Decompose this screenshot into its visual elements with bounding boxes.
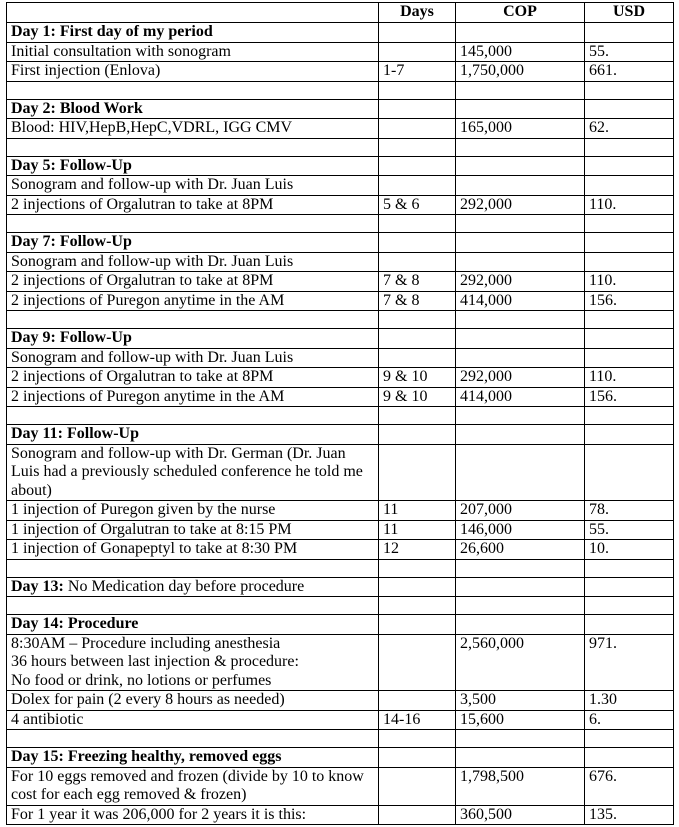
item-days	[379, 119, 456, 139]
table-row	[7, 119, 674, 139]
item-days	[379, 176, 456, 196]
day-heading: Day 1: First day of my period	[7, 23, 379, 43]
item-description: 1 injection of Puregon given by the nurse	[7, 501, 379, 521]
header-cop: COP	[456, 3, 585, 23]
day-heading: Day 9: Follow-Up	[7, 329, 379, 349]
table-row	[7, 348, 674, 368]
day-heading: Day 7: Follow-Up	[7, 233, 379, 253]
table-row	[7, 520, 674, 540]
day-heading	[7, 577, 379, 597]
day-heading-row	[7, 615, 674, 635]
item-cop: 414,000	[456, 291, 585, 311]
item-usd: 156.	[585, 291, 674, 311]
day-heading: Day 2: Blood Work	[7, 99, 379, 119]
item-days: 1-7	[379, 62, 456, 82]
item-usd	[585, 176, 674, 196]
item-days: 11	[379, 501, 456, 521]
item-cop: 292,000	[456, 368, 585, 388]
item-days: 5 & 6	[379, 195, 456, 215]
table-row	[7, 634, 674, 691]
item-days	[379, 634, 456, 691]
item-usd: 6.	[585, 710, 674, 730]
item-description: First injection (Enlova)	[7, 62, 379, 82]
item-cop	[456, 444, 585, 501]
item-days: 12	[379, 540, 456, 560]
item-usd: 110.	[585, 195, 674, 215]
item-cop: 1,798,500	[456, 767, 585, 805]
item-description: For 1 year it was 206,000 for 2 years it is this:	[7, 805, 379, 825]
item-usd: 55.	[585, 520, 674, 540]
item-cop: 292,000	[456, 272, 585, 292]
item-cop: 414,000	[456, 387, 585, 407]
item-description: 2 injections of Orgalutran to take at 8PM	[7, 272, 379, 292]
spacer-row	[7, 138, 674, 156]
table-row	[7, 42, 674, 62]
day-heading-bold: Day 13:	[11, 577, 64, 595]
item-description: 1 injection of Orgalutran to take at 8:15 PM	[7, 520, 379, 540]
item-days	[379, 252, 456, 272]
item-description: Sonogram and follow-up with Dr. Juan Luis	[7, 176, 379, 196]
item-days: 11	[379, 520, 456, 540]
day-heading-text: No Medication day before procedure	[63, 577, 305, 595]
item-days	[379, 444, 456, 501]
item-cop: 1,750,000	[456, 62, 585, 82]
description-line: 8:30AM – Procedure including anesthesia	[11, 634, 281, 652]
item-usd: 156.	[585, 387, 674, 407]
spacer-row	[7, 311, 674, 329]
header-days: Days	[379, 3, 456, 23]
item-description: 4 antibiotic	[7, 710, 379, 730]
header-row	[7, 3, 674, 23]
item-cop: 165,000	[456, 119, 585, 139]
item-usd: 10.	[585, 540, 674, 560]
item-days	[379, 805, 456, 825]
item-cop	[456, 252, 585, 272]
item-days: 9 & 10	[379, 368, 456, 388]
day-heading: Day 5: Follow-Up	[7, 156, 379, 176]
table-row	[7, 540, 674, 560]
spacer-row	[7, 215, 674, 233]
table-row	[7, 444, 674, 501]
item-description: For 10 eggs removed and frozen (divide by 10 to know cost for each egg removed & frozen)	[7, 767, 379, 805]
item-usd: 110.	[585, 272, 674, 292]
item-description: Sonogram and follow-up with Dr. Juan Luis	[7, 252, 379, 272]
table-row	[7, 272, 674, 292]
item-description: 2 injections of Puregon anytime in the AM	[7, 387, 379, 407]
table-row	[7, 176, 674, 196]
spacer-row	[7, 730, 674, 748]
table-row	[7, 387, 674, 407]
table-row	[7, 691, 674, 711]
item-days: 9 & 10	[379, 387, 456, 407]
day-heading: Day 15: Freezing healthy, removed eggs	[7, 748, 379, 768]
item-cop: 3,500	[456, 691, 585, 711]
item-days: 7 & 8	[379, 272, 456, 292]
item-cop: 26,600	[456, 540, 585, 560]
item-usd: 1.30	[585, 691, 674, 711]
day-heading: Day 11: Follow-Up	[7, 425, 379, 445]
header-usd: USD	[585, 3, 674, 23]
table-row	[7, 62, 674, 82]
item-usd: 110.	[585, 368, 674, 388]
item-days	[379, 42, 456, 62]
item-description: 2 injections of Orgalutran to take at 8PM	[7, 195, 379, 215]
day-heading-row	[7, 156, 674, 176]
item-description: 1 injection of Gonapeptyl to take at 8:30 PM	[7, 540, 379, 560]
item-days	[379, 691, 456, 711]
spacer-row	[7, 81, 674, 99]
item-usd: 135.	[585, 805, 674, 825]
item-description: Dolex for pain (2 every 8 hours as needed)	[7, 691, 379, 711]
item-usd: 55.	[585, 42, 674, 62]
day-heading-row	[7, 329, 674, 349]
item-description: Sonogram and follow-up with Dr. German (Dr. Juan Luis had a previously scheduled conference he told me about)	[7, 444, 379, 501]
day-heading-row	[7, 748, 674, 768]
cost-table	[6, 2, 674, 825]
item-cop: 2,560,000	[456, 634, 585, 691]
item-days	[379, 767, 456, 805]
item-days: 14-16	[379, 710, 456, 730]
table-row	[7, 710, 674, 730]
spacer-row	[7, 407, 674, 425]
day-heading-row	[7, 99, 674, 119]
item-usd	[585, 348, 674, 368]
item-days	[379, 348, 456, 368]
item-cop	[456, 348, 585, 368]
item-usd: 971.	[585, 634, 674, 691]
item-description: Blood: HIV,HepB,HepC,VDRL, IGG CMV	[7, 119, 379, 139]
item-description: 2 injections of Puregon anytime in the AM	[7, 291, 379, 311]
description-line: No food or drink, no lotions or perfumes	[11, 671, 272, 689]
table-row	[7, 291, 674, 311]
item-usd	[585, 444, 674, 501]
table-row	[7, 805, 674, 825]
item-days: 7 & 8	[379, 291, 456, 311]
day-heading: Day 14: Procedure	[7, 615, 379, 635]
item-usd: 78.	[585, 501, 674, 521]
item-usd: 676.	[585, 767, 674, 805]
item-usd: 62.	[585, 119, 674, 139]
item-usd: 661.	[585, 62, 674, 82]
table-row	[7, 195, 674, 215]
day-heading-row	[7, 425, 674, 445]
day-heading-row	[7, 233, 674, 253]
item-cop: 360,500	[456, 805, 585, 825]
item-description	[7, 634, 379, 691]
item-description: Initial consultation with sonogram	[7, 42, 379, 62]
table-row	[7, 767, 674, 805]
item-cop: 207,000	[456, 501, 585, 521]
spacer-row	[7, 597, 674, 615]
item-cop: 292,000	[456, 195, 585, 215]
item-description: 2 injections of Orgalutran to take at 8PM	[7, 368, 379, 388]
item-description: Sonogram and follow-up with Dr. Juan Luis	[7, 348, 379, 368]
item-cop: 146,000	[456, 520, 585, 540]
item-cop: 15,600	[456, 710, 585, 730]
item-cop: 145,000	[456, 42, 585, 62]
table-row	[7, 501, 674, 521]
item-usd	[585, 252, 674, 272]
table-row	[7, 252, 674, 272]
day-heading-row	[7, 577, 674, 597]
header-description	[7, 3, 379, 23]
description-line: 36 hours between last injection & procedure:	[11, 653, 299, 670]
table-row	[7, 368, 674, 388]
day-heading-row	[7, 23, 674, 43]
item-cop	[456, 176, 585, 196]
spacer-row	[7, 559, 674, 577]
